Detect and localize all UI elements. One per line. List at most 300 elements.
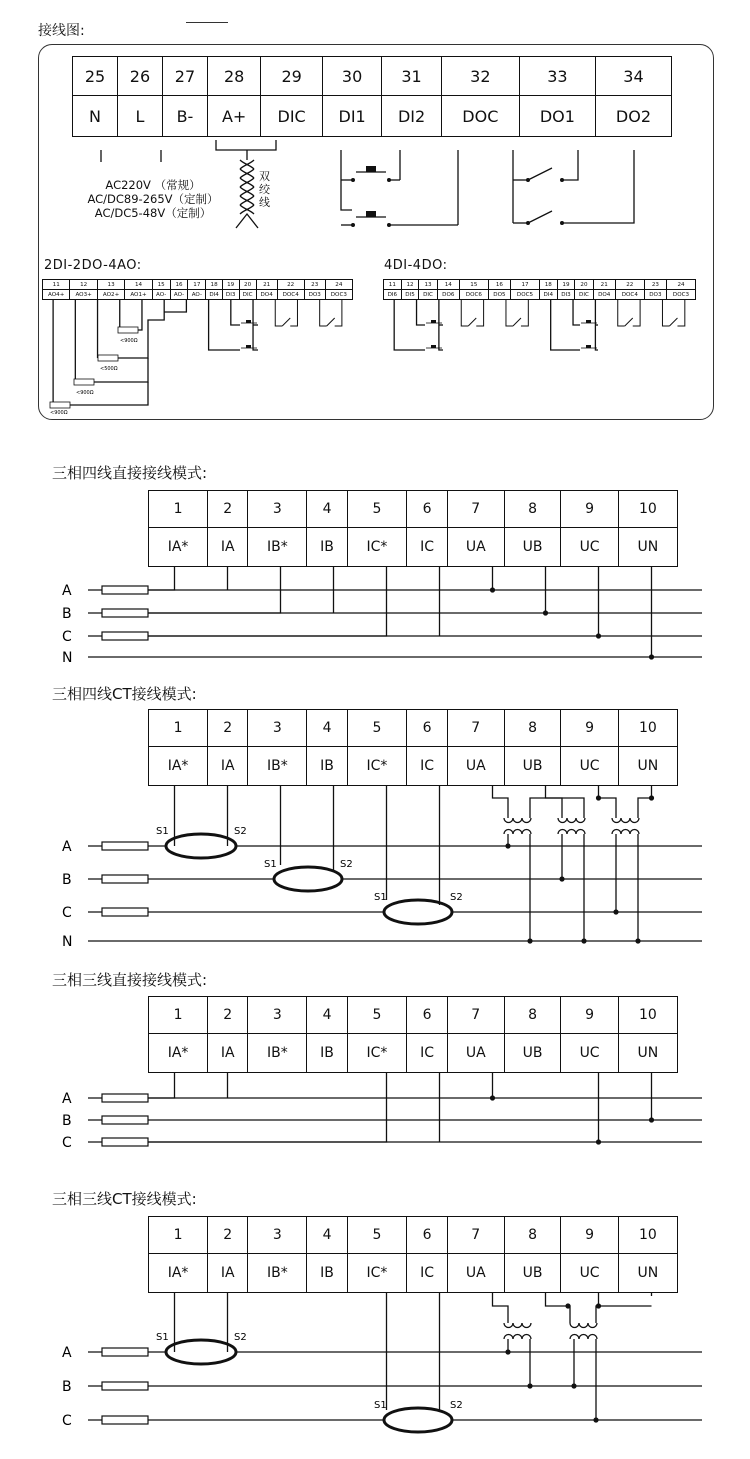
module-terminal-number: 22: [615, 280, 644, 290]
pt-coil: [630, 818, 639, 823]
phase-label: N: [62, 650, 73, 666]
meter-terminal-number: 10: [618, 491, 677, 528]
resistor-label: <500Ω: [100, 366, 118, 372]
do-wire: [506, 299, 513, 326]
relay-contact: [282, 318, 290, 326]
meter-terminal-number: 1: [149, 997, 208, 1034]
junction-dot: [581, 938, 586, 943]
do-wire: [275, 299, 282, 326]
power-note: AC/DC89-265V（定制）: [87, 192, 219, 206]
relay-contact: [513, 318, 521, 326]
meter-terminal-number: 5: [347, 997, 407, 1034]
junction-dot: [387, 223, 391, 227]
meter-terminal-number: 3: [248, 710, 307, 747]
resistor: [74, 379, 94, 385]
meter-terminal-number: 8: [504, 710, 561, 747]
meter-terminal-name: IA: [208, 747, 248, 786]
relay-contact: [327, 318, 335, 326]
module-terminal-number: 14: [437, 280, 459, 290]
module-terminal-number: 11: [384, 280, 402, 290]
module-terminal-number: 12: [70, 280, 97, 290]
resistor-label: <900Ω: [120, 338, 138, 344]
pt-coil: [513, 830, 522, 835]
twisted-pair-label: 双绞线: [259, 170, 270, 209]
meter-terminal-name: UC: [561, 528, 618, 567]
do-wire: [521, 299, 528, 326]
junction-dot: [560, 221, 564, 225]
meter-terminal-number: 1: [149, 491, 208, 528]
fuse: [102, 908, 148, 916]
pushbutton-icon: [431, 320, 436, 323]
junction-dot: [649, 795, 654, 800]
ct-s1-label: S1: [374, 892, 387, 903]
meter-terminal-name: IB: [307, 1254, 347, 1293]
module-terminal-number: 21: [256, 280, 277, 290]
module-terminal-number: 19: [557, 280, 575, 290]
meter-terminal-name: IC*: [347, 1254, 407, 1293]
module-terminal-number: 16: [170, 280, 188, 290]
voltage-wire: [599, 785, 617, 818]
meter-terminal-name: IC: [407, 1034, 448, 1073]
module-terminal-name: DO6: [437, 290, 459, 300]
module-terminal-number: 23: [304, 280, 325, 290]
meter-terminal-name: IB: [307, 1034, 347, 1073]
junction-dot: [596, 795, 601, 800]
terminal-number: 26: [117, 57, 162, 96]
module-terminal-number: 23: [644, 280, 666, 290]
fuse: [102, 875, 148, 883]
do-wire: [461, 299, 468, 326]
pt-coil: [579, 1323, 588, 1328]
junction-dot: [649, 1117, 654, 1122]
section-title-4wire-ct: 三相四线CT接线模式:: [52, 685, 197, 703]
meter-terminal-name: IB: [307, 747, 347, 786]
resistor-label: <900Ω: [50, 410, 68, 416]
meter-terminal-number: 2: [208, 491, 248, 528]
meter-terminal-number: 7: [447, 997, 504, 1034]
meter-terminal-number: 5: [347, 710, 407, 747]
meter-terminal-number: 8: [504, 997, 561, 1034]
pt-coil: [513, 1323, 522, 1328]
module-terminal-name: DOC6: [459, 290, 488, 300]
pushbutton-icon: [246, 345, 251, 348]
do-wire: [662, 299, 669, 326]
meter-terminal-name: IA: [208, 1254, 248, 1293]
resistor: [50, 402, 70, 408]
meter-terminal-number: 5: [347, 491, 407, 528]
ct-s1-label: S1: [156, 826, 169, 837]
section-title-3wire-direct: 三相三线直接接线模式:: [52, 971, 208, 989]
terminal-number: 32: [441, 57, 519, 96]
module-terminal-number: 20: [575, 280, 593, 290]
junction-dot: [351, 223, 355, 227]
module-terminal-number: 21: [593, 280, 615, 290]
phase-label: B: [62, 606, 72, 622]
module-terminal-name: AO-: [170, 290, 188, 300]
meter-terminal-number: 6: [407, 1217, 448, 1254]
di-wire: [231, 299, 240, 325]
module-terminal-number: 20: [239, 280, 256, 290]
meter-terminal-number: 3: [248, 491, 307, 528]
pushbutton-icon: [246, 320, 251, 323]
resistor: [98, 355, 118, 361]
junction-dot: [505, 843, 510, 848]
pt-coil: [522, 818, 531, 823]
phase-label: C: [62, 1413, 72, 1429]
relay-contact: [528, 168, 552, 180]
meter-terminal-name: UA: [447, 1034, 504, 1073]
module-terminal-name: DOC3: [325, 290, 352, 300]
module-terminal-name: AO1+: [125, 290, 152, 300]
module-terminal-name: DO4: [593, 290, 615, 300]
fuse: [102, 1094, 148, 1102]
meter-terminal-number: 7: [447, 491, 504, 528]
module-terminal-name: DOC3: [667, 290, 696, 300]
module-terminal-number: 14: [125, 280, 152, 290]
meter-terminal-number: 2: [208, 997, 248, 1034]
meter-terminal-number: 4: [307, 1217, 347, 1254]
current-transformer: [166, 834, 236, 858]
pt-coil: [513, 818, 522, 823]
junction-dot: [387, 178, 391, 182]
do-wire: [562, 150, 578, 180]
meter-terminal-number: 1: [149, 710, 208, 747]
meter-terminal-name: UB: [504, 747, 561, 786]
di-wire: [573, 299, 580, 325]
junction-dot: [571, 1383, 576, 1388]
module-terminal-number: 17: [511, 280, 540, 290]
fuse: [102, 1138, 148, 1146]
meter-terminal-number: 2: [208, 1217, 248, 1254]
meter-terminal-name: IA*: [149, 1254, 208, 1293]
fuse: [102, 1382, 148, 1390]
module-terminal-name: DI3: [557, 290, 575, 300]
section-title-4wire-direct: 三相四线直接接线模式:: [52, 464, 208, 482]
current-transformer: [274, 867, 342, 891]
terminal-number: 27: [162, 57, 207, 96]
meter-terminal-name: UN: [618, 747, 677, 786]
meter-terminal-name: IC: [407, 747, 448, 786]
meter-terminal-number: 7: [447, 1217, 504, 1254]
meter-terminal-number: 7: [447, 710, 504, 747]
module-terminal-name: DIC: [239, 290, 256, 300]
pt-coil: [522, 830, 531, 835]
wiring-diagram-title: 接线图:: [38, 23, 85, 39]
current-transformer: [384, 1408, 452, 1432]
terminal-name: A+: [207, 96, 260, 137]
junction-dot: [635, 938, 640, 943]
pt-coil: [576, 830, 585, 835]
meter-terminal-name: IA*: [149, 747, 208, 786]
module-terminal-name: DI3: [222, 290, 239, 300]
ao-wire: [164, 299, 186, 312]
meter-terminal-number: 9: [561, 1217, 618, 1254]
terminal-name: N: [73, 96, 118, 137]
module-terminal-name: DO3: [304, 290, 325, 300]
junction-dot: [526, 221, 530, 225]
module-terminal-number: 13: [97, 280, 124, 290]
fuse: [102, 1416, 148, 1424]
do-wire: [290, 299, 297, 326]
meter-terminal-number: 6: [407, 710, 448, 747]
meter-terminal-number: 10: [618, 710, 677, 747]
junction-dot: [490, 587, 495, 592]
pt-coil: [588, 1335, 597, 1339]
module-terminal-name: DOC4: [277, 290, 304, 300]
meter-terminal-name: UC: [561, 747, 618, 786]
phase-label: B: [62, 872, 72, 888]
terminal-name: L: [117, 96, 162, 137]
module-terminal-name: DO5: [488, 290, 510, 300]
voltage-wire: [638, 785, 652, 818]
meter-terminal-name: UB: [504, 1034, 561, 1073]
phase-label: A: [62, 1091, 72, 1107]
phase-label: A: [62, 583, 72, 599]
do-wire: [677, 299, 684, 326]
module-terminal-number: 18: [206, 280, 223, 290]
relay-contact: [528, 211, 552, 223]
fuse: [102, 586, 148, 594]
pt-coil: [567, 830, 576, 835]
phase-label: C: [62, 1135, 72, 1151]
pt-coil: [558, 830, 567, 835]
power-note: AC/DC5-48V（定制）: [94, 206, 212, 220]
meter-terminal-name: IC*: [347, 528, 407, 567]
terminal-number: 28: [207, 57, 260, 96]
pt-coil: [504, 830, 513, 835]
meter-terminal-name: IB*: [248, 1254, 307, 1293]
pt-coil: [588, 1323, 597, 1328]
fuse: [102, 842, 148, 850]
voltage-wire: [493, 1292, 509, 1323]
module-terminal-number: 17: [188, 280, 206, 290]
terminal-number: 33: [519, 57, 595, 96]
module-terminal-name: DI6: [384, 290, 402, 300]
meter-terminal-number: 2: [208, 710, 248, 747]
current-transformer: [384, 900, 452, 924]
module-terminal-name: AO2+: [97, 290, 124, 300]
meter-terminal-name: UB: [504, 528, 561, 567]
power-note: AC220V （常规）: [105, 178, 201, 192]
module-terminal-name: DI4: [539, 290, 557, 300]
pushbutton-icon: [586, 320, 591, 323]
junction-dot: [559, 876, 564, 881]
module-terminal-number: 19: [222, 280, 239, 290]
meter-terminal-number: 6: [407, 491, 448, 528]
module-terminal-name: DOC4: [615, 290, 644, 300]
meter-terminal-name: UA: [447, 528, 504, 567]
ct-s1-label: S1: [264, 859, 277, 870]
module-terminal-name: DI5: [401, 290, 419, 300]
junction-dot: [527, 938, 532, 943]
meter-terminal-name: IB*: [248, 528, 307, 567]
meter-terminal-name: IC*: [347, 747, 407, 786]
module-terminal-number: 22: [277, 280, 304, 290]
junction-dot: [527, 1383, 532, 1388]
pt-coil: [567, 818, 576, 823]
meter-terminal-name: UB: [504, 1254, 561, 1293]
current-wire: [148, 566, 175, 590]
module-terminal-name: DIC: [419, 290, 437, 300]
current-wire: [148, 566, 387, 636]
phase-label: N: [62, 934, 73, 950]
pt-coil: [612, 818, 621, 823]
terminal-number: 31: [382, 57, 441, 96]
module-terminal-name: DI4: [206, 290, 223, 300]
voltage-wire: [493, 785, 509, 818]
module-terminal-number: 24: [325, 280, 352, 290]
current-transformer: [166, 1340, 236, 1364]
module-terminal-name: AO4+: [43, 290, 70, 300]
current-wire: [148, 1072, 387, 1142]
junction-dot: [543, 610, 548, 615]
phase-label: B: [62, 1379, 72, 1395]
meter-terminal-number: 9: [561, 491, 618, 528]
do-wire: [320, 299, 327, 326]
left-module-title: 2DI-2DO-4AO:: [44, 258, 142, 273]
meter-terminal-number: 9: [561, 997, 618, 1034]
pt-coil: [621, 818, 630, 823]
meter-terminal-name: IC: [407, 528, 448, 567]
terminal-number: 25: [73, 57, 118, 96]
phase-label: A: [62, 839, 72, 855]
meter-terminal-number: 10: [618, 1217, 677, 1254]
meter-terminal-name: UA: [447, 747, 504, 786]
pushbutton-icon: [366, 166, 376, 172]
do-wire: [633, 299, 640, 326]
pt-coil: [570, 1335, 579, 1339]
terminal-name: B-: [162, 96, 207, 137]
terminal-name: DOC: [441, 96, 519, 137]
terminal-name: DO1: [519, 96, 595, 137]
module-terminal-name: DIC: [575, 290, 593, 300]
phase-label: C: [62, 905, 72, 921]
meter-terminal-name: IC: [407, 1254, 448, 1293]
module-terminal-name: AO-: [188, 290, 206, 300]
meter-terminal-name: IB*: [248, 747, 307, 786]
junction-dot: [560, 178, 564, 182]
current-wire: [148, 1072, 175, 1098]
relay-contact: [468, 318, 476, 326]
do-wire: [562, 150, 634, 223]
meter-terminal-name: IA*: [149, 528, 208, 567]
module-terminal-number: 24: [667, 280, 696, 290]
meter-terminal-name: UA: [447, 1254, 504, 1293]
pushbutton-icon: [586, 345, 591, 348]
fuse: [102, 609, 148, 617]
do-wire: [476, 299, 483, 326]
meter-terminal-number: 6: [407, 997, 448, 1034]
right-module-title: 4DI-4DO:: [384, 258, 448, 273]
module-terminal-number: 18: [539, 280, 557, 290]
meter-terminal-number: 4: [307, 997, 347, 1034]
meter-terminal-number: 1: [149, 1217, 208, 1254]
meter-terminal-name: UN: [618, 1034, 677, 1073]
junction-dot: [565, 1303, 570, 1308]
fuse: [102, 632, 148, 640]
relay-contact: [625, 318, 633, 326]
meter-terminal-name: UN: [618, 528, 677, 567]
terminal-name: DI2: [382, 96, 441, 137]
pt-coil: [576, 818, 585, 823]
meter-terminal-name: IA: [208, 528, 248, 567]
pt-coil: [504, 1323, 513, 1328]
phase-label: C: [62, 629, 72, 645]
pt-coil: [621, 830, 630, 835]
module-terminal-number: 15: [152, 280, 170, 290]
pt-coil: [579, 1335, 588, 1339]
meter-terminal-name: UC: [561, 1034, 618, 1073]
meter-terminal-name: IC*: [347, 1034, 407, 1073]
meter-terminal-name: IA: [208, 1034, 248, 1073]
junction-dot: [596, 633, 601, 638]
voltage-wire: [546, 785, 563, 818]
meter-terminal-name: IA*: [149, 1034, 208, 1073]
pt-coil: [570, 1323, 579, 1328]
module-terminal-name: AO3+: [70, 290, 97, 300]
di-wire: [417, 299, 425, 325]
ao-wire: [138, 299, 142, 330]
meter-terminal-name: UC: [561, 1254, 618, 1293]
ct-s2-label: S2: [450, 1400, 463, 1411]
meter-terminal-name: IB*: [248, 1034, 307, 1073]
terminal-number: 34: [595, 57, 671, 96]
meter-terminal-name: UN: [618, 1254, 677, 1293]
module-terminal-number: 16: [488, 280, 510, 290]
fuse: [102, 1116, 148, 1124]
meter-terminal-number: 5: [347, 1217, 407, 1254]
meter-terminal-number: 3: [248, 1217, 307, 1254]
junction-dot: [613, 909, 618, 914]
module-terminal-name: DO3: [644, 290, 666, 300]
pt-coil: [504, 818, 513, 823]
module-terminal-number: 12: [401, 280, 419, 290]
pushbutton-icon: [366, 211, 376, 217]
pt-coil: [522, 1323, 531, 1328]
meter-terminal-number: 10: [618, 997, 677, 1034]
junction-dot: [505, 1349, 510, 1354]
meter-terminal-number: 4: [307, 491, 347, 528]
junction-dot: [593, 1417, 598, 1422]
module-terminal-name: DO4: [256, 290, 277, 300]
ct-s2-label: S2: [340, 859, 353, 870]
junction-dot: [596, 1139, 601, 1144]
module-terminal-number: 11: [43, 280, 70, 290]
terminal-number: 29: [261, 57, 323, 96]
fuse: [102, 1348, 148, 1356]
module-terminal-number: 13: [419, 280, 437, 290]
phase-label: A: [62, 1345, 72, 1361]
resistor: [118, 327, 138, 333]
ct-s2-label: S2: [234, 1332, 247, 1343]
pt-coil: [630, 830, 639, 835]
meter-terminal-number: 9: [561, 710, 618, 747]
phase-label: B: [62, 1113, 72, 1129]
do-wire: [618, 299, 625, 326]
resistor-label: <900Ω: [76, 390, 94, 396]
terminal-name: DIC: [261, 96, 323, 137]
ct-s2-label: S2: [450, 892, 463, 903]
meter-terminal-number: 3: [248, 997, 307, 1034]
meter-terminal-number: 8: [504, 491, 561, 528]
twisted-wire: [236, 214, 258, 228]
module-terminal-name: AO-: [152, 290, 170, 300]
relay-contact: [669, 318, 677, 326]
meter-terminal-number: 4: [307, 710, 347, 747]
junction-dot: [351, 178, 355, 182]
terminal-name: DO2: [595, 96, 671, 137]
module-terminal-number: 15: [459, 280, 488, 290]
